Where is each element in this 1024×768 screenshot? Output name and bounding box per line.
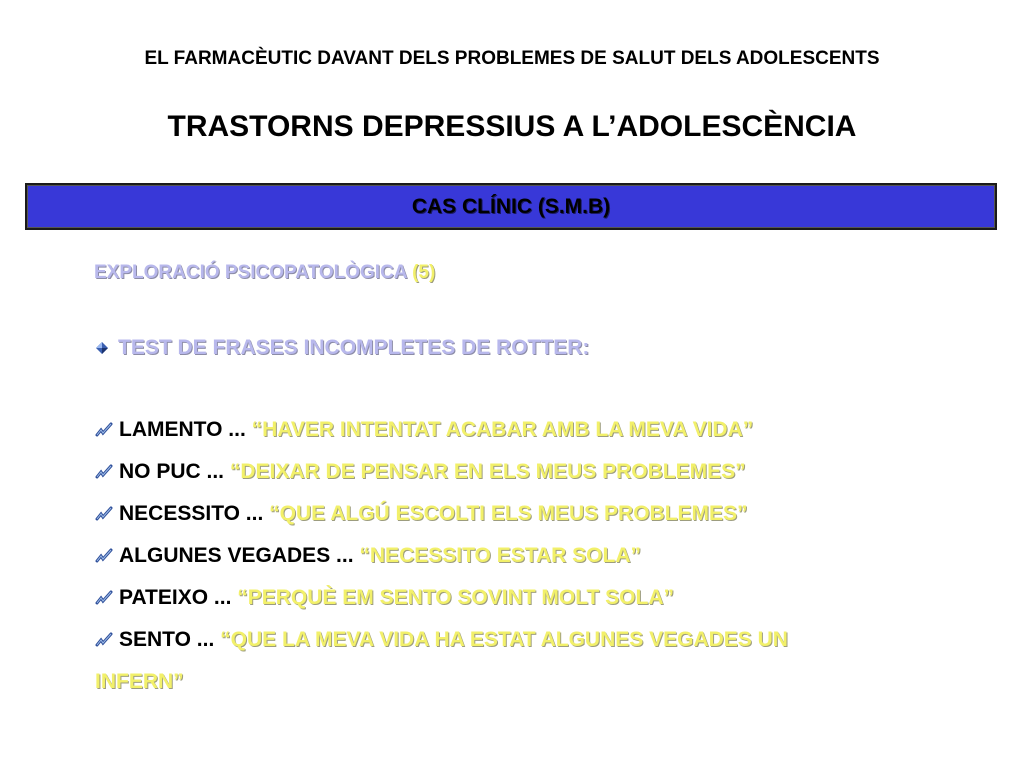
case-banner-label: CAS CLÍNIC (S.M.B) — [411, 194, 611, 218]
phrase-stem: NECESSITO ... — [119, 502, 264, 525]
phrase-stem: LAMENTO ... — [119, 418, 246, 441]
section-title: EXPLORACIÓ PSICOPATOLÒGICA — [94, 262, 407, 283]
case-banner — [25, 183, 997, 230]
checkmark-bullet-icon — [95, 547, 113, 565]
phrase-response-continuation: INFERN” — [95, 670, 184, 693]
section-heading — [94, 262, 435, 284]
phrase-response: “PERQUÈ EM SENTO SOVINT MOLT SOLA” — [237, 586, 675, 609]
section-number: (5) — [412, 262, 436, 283]
list-item — [95, 451, 995, 493]
diamond-bullet-icon — [96, 342, 108, 354]
list-item — [95, 535, 995, 577]
phrase-response: “QUE ALGÚ ESCOLTI ELS MEUS PROBLEMES” — [269, 502, 748, 525]
list-item — [95, 619, 995, 661]
phrase-list — [95, 409, 995, 703]
phrase-response: “HAVER INTENTAT ACABAR AMB LA MEVA VIDA” — [251, 418, 754, 441]
checkmark-bullet-icon — [95, 463, 113, 481]
checkmark-bullet-icon — [95, 421, 113, 439]
phrase-stem: PATEIXO ... — [119, 586, 232, 609]
slide-title: TRASTORNS DEPRESSIUS A L’ADOLESCÈNCIA — [167, 110, 857, 143]
list-item — [95, 409, 995, 451]
test-label: TEST DE FRASES INCOMPLETES DE ROTTER: — [118, 336, 590, 359]
phrase-stem: SENTO ... — [119, 628, 215, 651]
phrase-stem: NO PUC ... — [119, 460, 225, 483]
checkmark-bullet-icon — [95, 589, 113, 607]
phrase-response: “NECESSITO ESTAR SOLA” — [359, 544, 641, 567]
list-item-continuation — [95, 661, 995, 703]
test-heading — [96, 336, 589, 360]
phrase-response: “DEIXAR DE PENSAR EN ELS MEUS PROBLEMES” — [229, 460, 746, 483]
list-item — [95, 493, 995, 535]
phrase-response: “QUE LA MEVA VIDA HA ESTAT ALGUNES VEGADES UN — [220, 628, 788, 651]
checkmark-bullet-icon — [95, 505, 113, 523]
list-item — [95, 577, 995, 619]
phrase-stem: ALGUNES VEGADES ... — [119, 544, 354, 567]
checkmark-bullet-icon — [95, 631, 113, 649]
presentation-header: EL FARMACÈUTIC DAVANT DELS PROBLEMES DE SALUT DELS ADOLESCENTS — [144, 48, 880, 69]
